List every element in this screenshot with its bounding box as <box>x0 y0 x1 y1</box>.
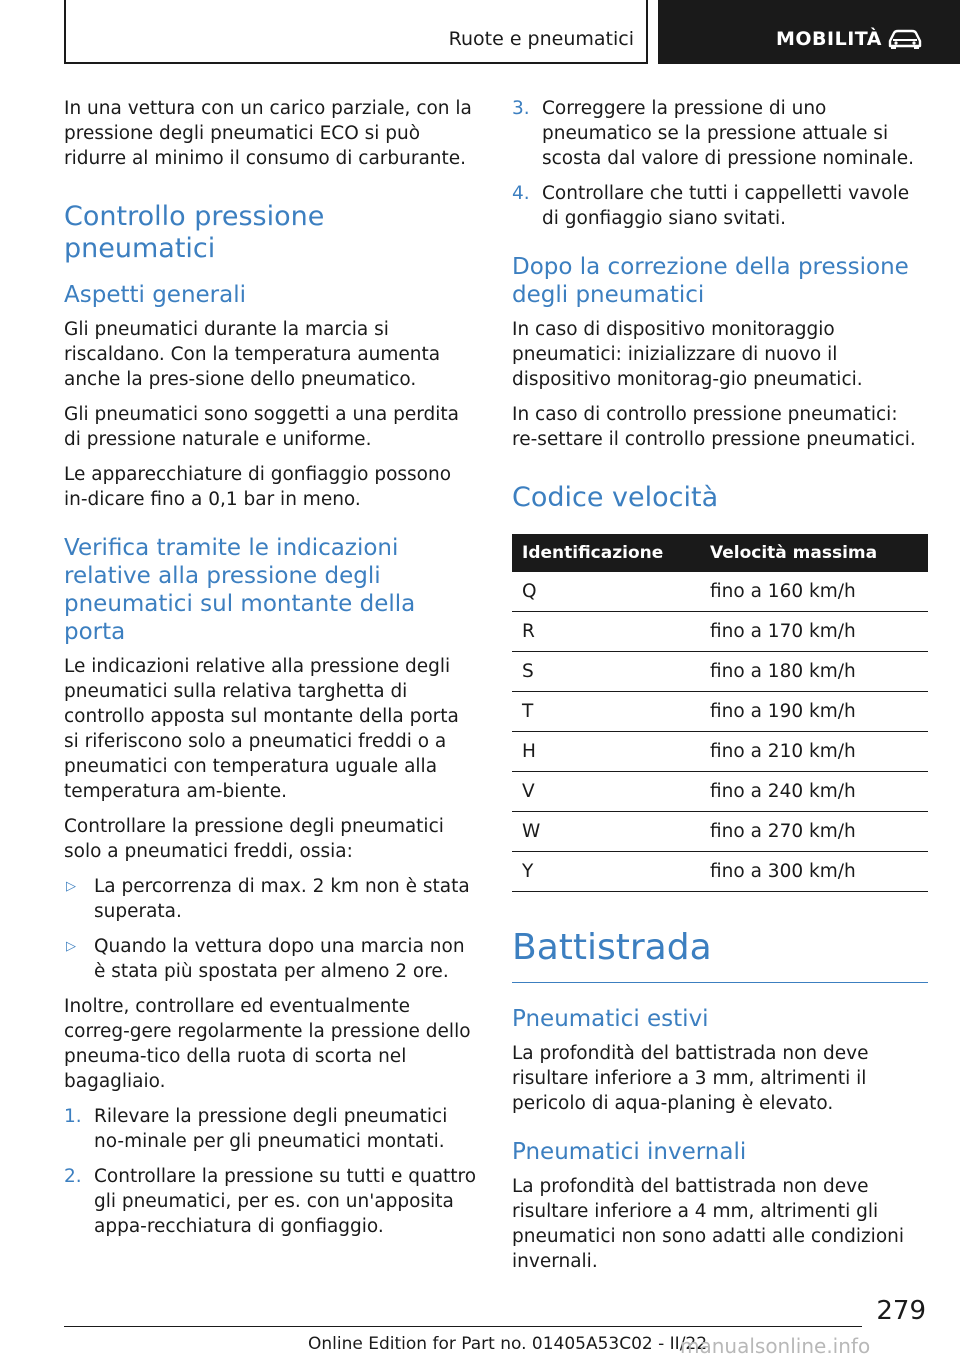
header-chapter-box <box>658 0 960 64</box>
table-cell: fino a 160 km/h <box>700 572 928 612</box>
table-cell: S <box>512 652 700 692</box>
column-header-identification: Identificazione <box>512 534 700 572</box>
step-number: 2. <box>64 1166 82 1187</box>
paragraph: In caso di dispositivo monitoraggio pneumatici: inizializzare di nuovo il dispositivo monitorag-gio pneumatici. <box>512 319 863 390</box>
car-icon <box>886 26 924 50</box>
table-cell: fino a 180 km/h <box>700 652 928 692</box>
header-chapter-title: MOBILITÀ <box>776 28 882 50</box>
step-number: 1. <box>64 1106 82 1127</box>
step-item <box>64 1164 478 1239</box>
paragraph: Gli pneumatici durante la marcia si riscaldano. Con la temperatura aumenta anche la pres-sione dello pneumatico. <box>64 319 441 390</box>
table-row <box>512 732 928 772</box>
step-text: Controllare che tutti i cappelletti vavole di gonfiaggio siano svitati. <box>542 183 910 229</box>
table-cell: W <box>512 812 700 852</box>
table-cell: Q <box>512 572 700 612</box>
list-item <box>64 874 478 924</box>
heading-winter-tires: Pneumatici invernali <box>512 1139 747 1165</box>
footer-divider <box>64 1326 862 1327</box>
table-cell: Y <box>512 852 700 892</box>
table-cell: fino a 170 km/h <box>700 612 928 652</box>
table-cell: T <box>512 692 700 732</box>
table-row <box>512 692 928 732</box>
triangle-bullet-icon: ▷ <box>66 879 76 894</box>
list-item-text: Quando la vettura dopo una marcia non è stata più spostata per almeno 2 ore. <box>94 936 465 982</box>
step-item <box>512 181 928 231</box>
table-row <box>512 772 928 812</box>
table-cell: V <box>512 772 700 812</box>
table-cell: fino a 300 km/h <box>700 852 928 892</box>
heading-speed-code: Codice velocità <box>512 482 719 513</box>
paragraph: Controllare la pressione degli pneumatici solo a pneumatici freddi, ossia: <box>64 816 444 862</box>
page-number: 279 <box>876 1296 926 1326</box>
table-cell: fino a 240 km/h <box>700 772 928 812</box>
left-column <box>64 96 478 1249</box>
table-cell: fino a 270 km/h <box>700 812 928 852</box>
step-number: 3. <box>512 98 530 119</box>
table-row <box>512 852 928 892</box>
right-column <box>512 96 928 1284</box>
list-item <box>64 934 478 984</box>
step-text: Correggere la pressione di uno pneumatico se la pressione attuale si scosta dal valore di pressione nominale. <box>542 98 915 169</box>
table-row <box>512 812 928 852</box>
step-item <box>64 1104 478 1154</box>
heading-door-pillar-check: Verifica tramite le indicazioni relative alla pressione degli pneumatici sul montante della porta <box>64 535 416 645</box>
paragraph: In caso di controllo pressione pneumatici: re-settare il controllo pressione pneumatici. <box>512 404 916 450</box>
watermark: manualsonline.info <box>680 1334 871 1358</box>
step-item <box>512 96 928 171</box>
list-item-text: La percorrenza di max. 2 km non è stata superata. <box>94 876 470 922</box>
table-cell: fino a 210 km/h <box>700 732 928 772</box>
table-header-row <box>512 534 928 572</box>
triangle-bullet-icon: ▷ <box>66 939 76 954</box>
paragraph: Le apparecchiature di gonfiaggio possono in-dicare fino a 0,1 bar in meno. <box>64 464 452 510</box>
step-text: Controllare la pressione su tutti e quattro gli pneumatici, per es. con un'apposita appa-recchiatura di gonfiaggio. <box>94 1166 477 1237</box>
header-section-box <box>64 0 648 64</box>
table-cell: R <box>512 612 700 652</box>
step-number: 4. <box>512 183 530 204</box>
footer-edition: Online Edition for Part no. 01405A53C02 - II/22 <box>308 1334 708 1354</box>
column-header-max-speed: Velocità massima <box>700 534 928 572</box>
table-row <box>512 572 928 612</box>
table-row <box>512 612 928 652</box>
heading-after-correction: Dopo la correzione della pressione degli pneumatici <box>512 254 909 308</box>
paragraph: Inoltre, controllare ed eventualmente correg-gere regolarmente la pressione dello pneuma-tico della ruota di scorta nel bagagliaio. <box>64 996 471 1092</box>
heading-tire-pressure-check: Controllo pressione pneumatici <box>64 201 325 264</box>
intro-paragraph: In una vettura con un carico parziale, con la pressione degli pneumatici ECO si può ridurre al minimo il consumo di carburante. <box>64 98 472 169</box>
paragraph: La profondità del battistrada non deve risultare inferiore a 3 mm, altrimenti il pericolo di aqua-planing è elevato. <box>512 1043 869 1114</box>
paragraph: Gli pneumatici sono soggetti a una perdita di pressione naturale e uniforme. <box>64 404 460 450</box>
speed-code-table <box>512 534 928 892</box>
heading-summer-tires: Pneumatici estivi <box>512 1006 709 1032</box>
paragraph: Le indicazioni relative alla pressione degli pneumatici sulla relativa targhetta di controllo apposta sul montante della porta si riferiscono solo a pneumatici freddi o a pneumatici con temperatura uguale alla temperatura am-biente. <box>64 656 459 802</box>
step-text: Rilevare la pressione degli pneumatici no-minale per gli pneumatici montati. <box>94 1106 448 1152</box>
table-row <box>512 652 928 692</box>
table-cell: fino a 190 km/h <box>700 692 928 732</box>
heading-tread: Battistrada <box>512 926 928 983</box>
paragraph: La profondità del battistrada non deve risultare inferiore a 4 mm, altrimenti gli pneumatici non sono adatti alle condizioni invernali. <box>512 1176 905 1272</box>
table-cell: H <box>512 732 700 772</box>
header-section-title: Ruote e pneumatici <box>448 28 634 50</box>
heading-general-aspects: Aspetti generali <box>64 282 247 308</box>
